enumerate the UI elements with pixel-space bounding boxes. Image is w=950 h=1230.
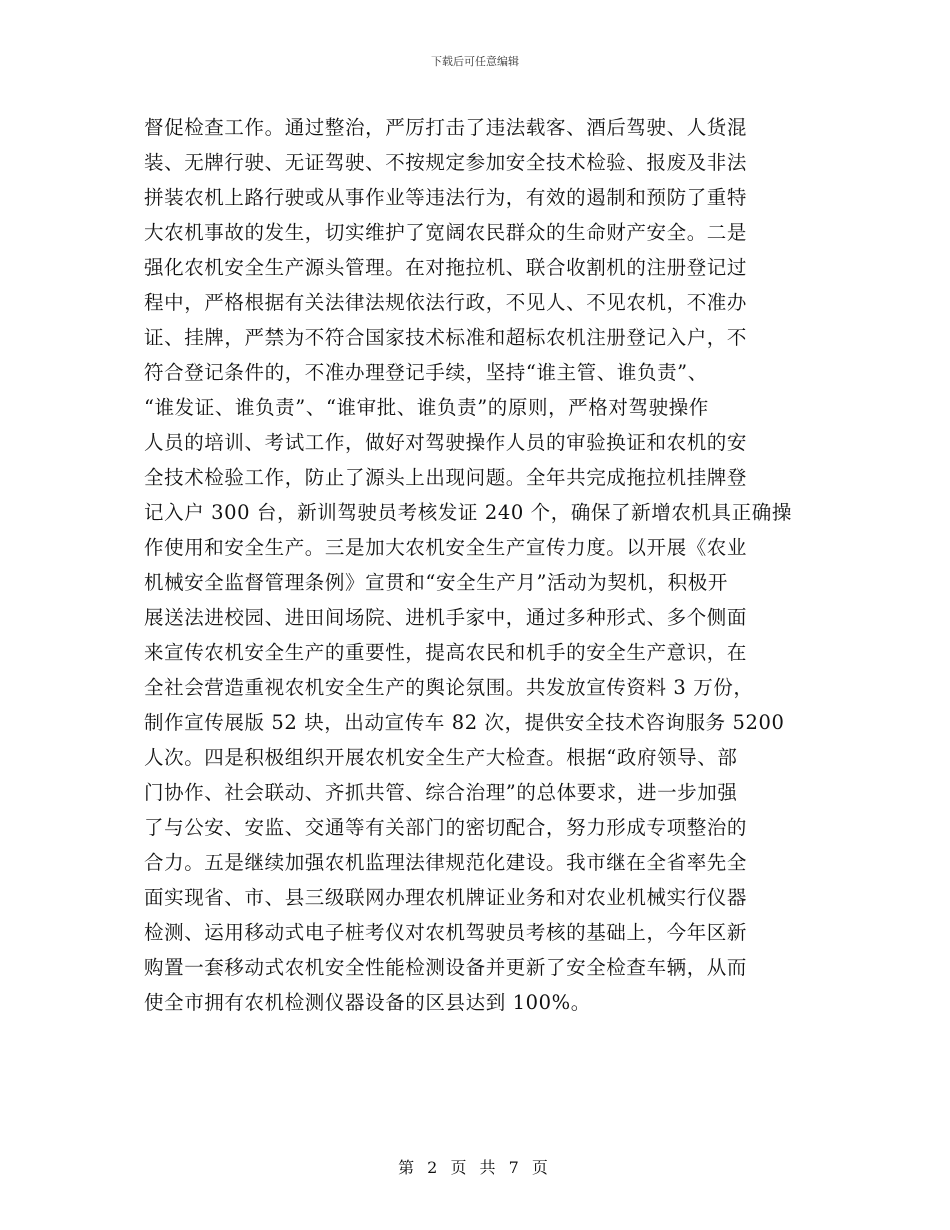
body-line: 来宣传农机安全生产的重要性，提高农民和机手的安全生产意识，在	[144, 641, 748, 664]
body-line: 全技术检验工作，防止了源头上出现问题。全年共完成拖拉机挂牌登	[144, 466, 748, 489]
body-line: 展送法进校园、进田间场院、进机手家中，通过多种形式、多个侧面	[144, 606, 748, 629]
page-header: 下载后可任意编辑	[431, 55, 519, 68]
body-line: 门协作、社会联动、齐抓共管、综合治理”的总体要求，进一步加强	[144, 781, 738, 804]
body-line: “谁发证、谁负责”、“谁审批、谁负责”的原则，严格对驾驶操作	[144, 396, 709, 419]
body-line: 大农机事故的发生，切实维护了宽阔农民群众的生命财产安全。二是	[144, 221, 748, 244]
body-line: 检测、运用移动式电子桩考仪对农机驾驶员考核的基础上，今年区新	[144, 921, 748, 944]
body-line: 机械安全监督管理条例》宣贯和“安全生产月”活动为契机，积极开	[144, 571, 728, 594]
body-line: 强化农机安全生产源头管理。在对拖拉机、联合收割机的注册登记过	[144, 256, 748, 279]
document-body	[144, 110, 844, 1020]
body-line: 面实现省、市、县三级联网办理农机牌证业务和对农业机械实行仪器	[144, 886, 748, 909]
body-line: 拼装农机上路行驶或从事作业等违法行为，有效的遏制和预防了重特	[144, 186, 748, 209]
body-line: 作使用和安全生产。三是加大农机安全生产宣传力度。以开展《农业	[144, 536, 748, 559]
body-line: 了与公安、安监、交通等有关部门的密切配合，努力形成专项整治的	[144, 816, 748, 839]
body-line: 合力。五是继续加强农机监理法律规范化建设。我市继在全省率先全	[144, 851, 748, 874]
page-number: 第 2 页 共 7 页	[398, 1158, 552, 1177]
body-line: 符合登记条件的，不准办理登记手续，坚持“谁主管、谁负责”、	[144, 361, 708, 384]
body-line: 使全市拥有农机检测仪器设备的区县达到 100%。	[144, 991, 591, 1014]
body-line: 证、挂牌，严禁为不符合国家技术标准和超标农机注册登记入户，不	[144, 326, 748, 349]
body-line: 全社会营造重视农机安全生产的舆论氛围。共发放宣传资料 3 万份，	[144, 676, 754, 699]
body-line: 记入户 300 台，新训驾驶员考核发证 240 个，确保了新增农机具正确操	[144, 501, 792, 524]
body-line: 程中，严格根据有关法律法规依法行政，不见人、不见农机，不准办	[144, 291, 748, 314]
body-line: 人次。四是积极组织开展农机安全生产大检查。根据“政府领导、部	[144, 746, 738, 769]
body-line: 人员的培训、考试工作，做好对驾驶操作人员的审验换证和农机的安	[144, 431, 748, 454]
body-line: 装、无牌行驶、无证驾驶、不按规定参加安全技术检验、报废及非法	[144, 151, 748, 174]
body-line: 督促检查工作。通过整治，严厉打击了违法载客、酒后驾驶、人货混	[144, 116, 748, 139]
body-line: 制作宣传展版 52 块，出动宣传车 82 次，提供安全技术咨询服务 5200	[144, 711, 785, 734]
body-line: 购置一套移动式农机安全性能检测设备并更新了安全检查车辆，从而	[144, 956, 748, 979]
